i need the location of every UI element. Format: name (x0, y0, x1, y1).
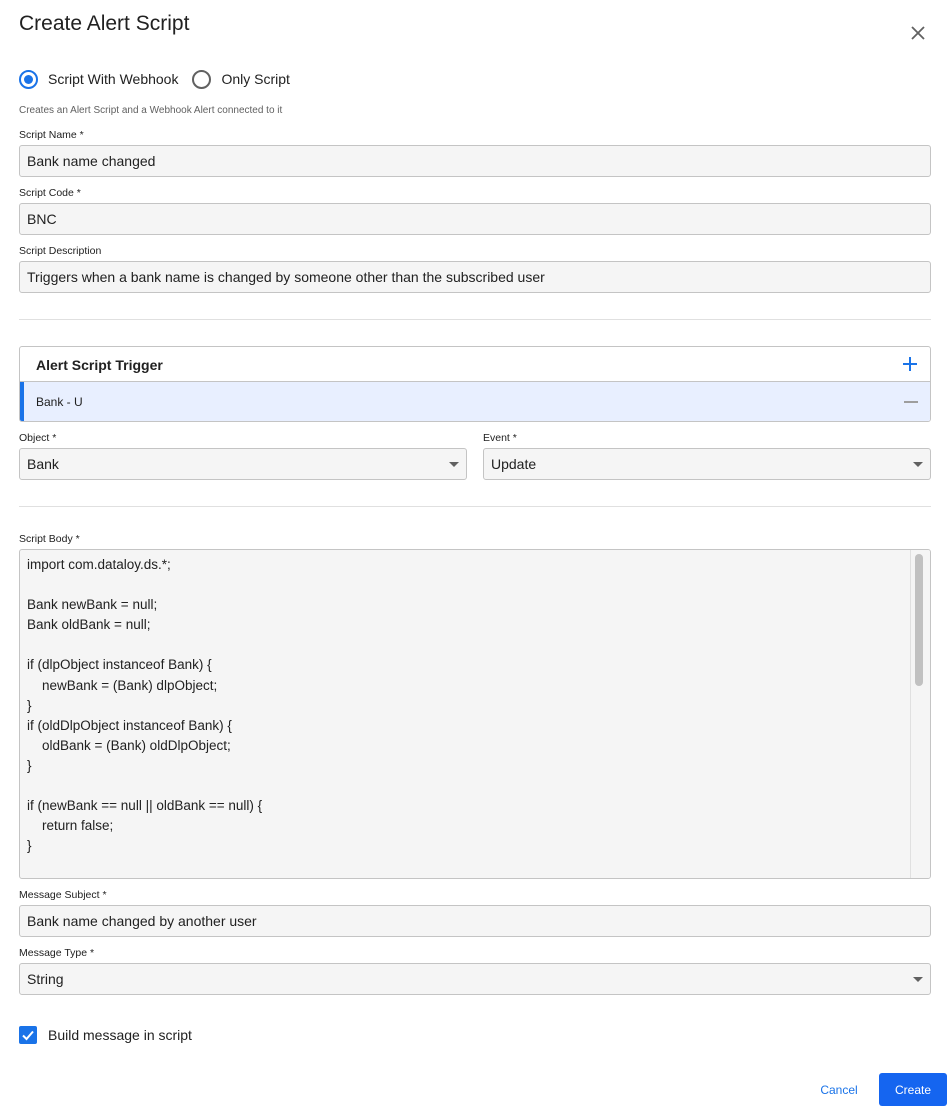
build-message-checkbox-row[interactable] (19, 1026, 192, 1044)
trigger-panel-title: Alert Script Trigger (36, 357, 163, 373)
script-code-input[interactable]: BNC (19, 203, 931, 235)
remove-trigger-icon[interactable] (904, 401, 918, 403)
radio-label: Script With Webhook (48, 71, 179, 87)
object-select[interactable] (19, 448, 467, 480)
message-type-value: String (27, 971, 64, 987)
object-label: Object * (19, 432, 57, 444)
build-message-label: Build message in script (48, 1027, 192, 1043)
chevron-down-icon (913, 977, 923, 982)
event-label: Event * (483, 432, 517, 444)
close-icon[interactable] (907, 22, 929, 44)
trigger-item-label: Bank - U (36, 395, 83, 409)
script-body-scrollbar[interactable] (910, 550, 930, 878)
divider (19, 319, 931, 320)
radio-script-with-webhook[interactable] (19, 70, 178, 89)
cancel-button[interactable]: Cancel (810, 1078, 868, 1102)
script-body-editor[interactable] (19, 549, 931, 879)
script-name-label: Script Name * (19, 129, 84, 141)
message-type-label: Message Type * (19, 947, 95, 959)
event-select-value: Update (491, 456, 537, 472)
script-code-label: Script Code * (19, 187, 81, 199)
mode-radio-group (19, 67, 304, 91)
radio-label: Only Script (221, 71, 290, 87)
radio-checked-icon[interactable] (19, 70, 38, 89)
script-name-input[interactable]: Bank name changed (19, 145, 931, 177)
script-description-input[interactable]: Triggers when a bank name is changed by someone other than the subscribed user (19, 261, 931, 293)
chevron-down-icon (449, 462, 459, 467)
chevron-down-icon (913, 462, 923, 467)
dialog-title: Create Alert Script (19, 12, 190, 35)
add-trigger-icon[interactable] (902, 356, 918, 372)
message-type-select[interactable] (19, 963, 931, 995)
mode-hint: Creates an Alert Script and a Webhook Alert connected to it (19, 105, 283, 116)
script-body-code[interactable]: import com.dataloy.ds.*; Bank newBank = null; Bank oldBank = null; if (dlpObject instanceof Bank) { newBank = (Bank) dlpObject; } if (oldDlpObject instanceof Bank) { oldBank = (Bank) oldDlpObject; } if (newBank == null || oldBank == null) { return false; } (27, 557, 263, 854)
trigger-panel-header (20, 347, 930, 382)
message-subject-label: Message Subject * (19, 889, 107, 901)
script-description-label: Script Description (19, 245, 102, 257)
radio-unchecked-icon[interactable] (192, 70, 211, 89)
checkbox-checked-icon[interactable] (19, 1026, 37, 1044)
create-button[interactable]: Create (879, 1073, 947, 1106)
object-select-value: Bank (27, 456, 59, 472)
trigger-list-item[interactable] (20, 382, 930, 422)
script-body-label: Script Body * (19, 533, 80, 545)
message-subject-input[interactable]: Bank name changed by another user (19, 905, 931, 937)
scrollbar-thumb[interactable] (915, 554, 923, 686)
alert-script-trigger-panel (19, 346, 931, 422)
event-select[interactable] (483, 448, 931, 480)
radio-only-script[interactable] (192, 70, 289, 89)
divider (19, 506, 931, 507)
